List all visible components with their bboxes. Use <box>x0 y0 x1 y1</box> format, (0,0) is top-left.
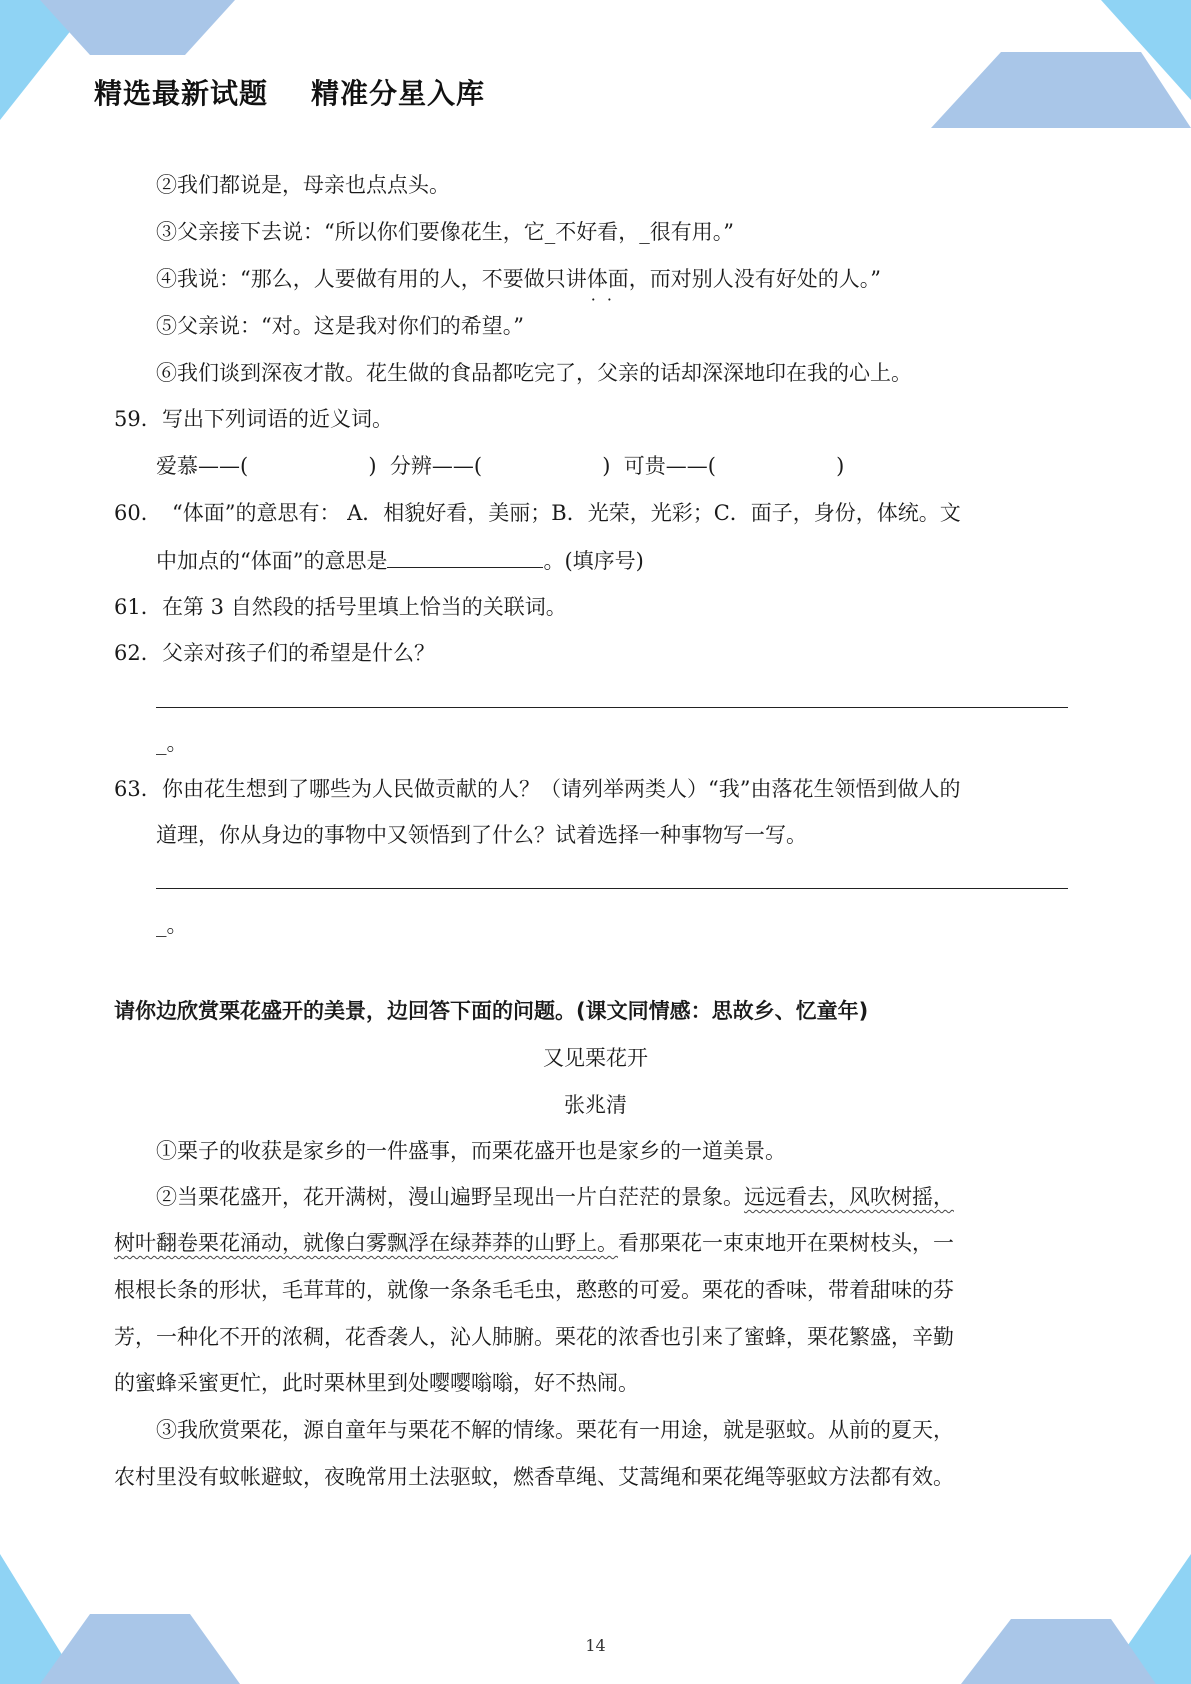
question-63-line2: 道理，你从身边的事物中又领悟到了什么？试着选择一种事物写一写。 <box>156 823 807 847</box>
article-title: 又见栗花开 <box>543 1046 648 1070</box>
answer-line[interactable] <box>156 888 1068 889</box>
p4-before: ④我说：“那么，人要做有用的人，不要做只讲 <box>156 267 587 291</box>
question-number: 61． <box>114 595 162 619</box>
answer-line-tail: _。 <box>156 731 188 755</box>
passage1-paragraph-3: ③父亲接下去说：“所以你们要像花生，它_不好看，_很有用。” <box>156 220 734 244</box>
article-author: 张兆清 <box>564 1093 627 1117</box>
corner-decoration-bottom-left <box>0 1544 250 1684</box>
p2-text: ②当栗花盛开，花开满树，漫山遍野呈现出一片白茫茫的景象。 <box>156 1185 744 1209</box>
article-paragraph-3-line1: ③我欣赏栗花，源自童年与栗花不解的情缘。栗花有一用途，就是驱蚊。从前的夏天， <box>156 1418 954 1442</box>
question-63-line1: 你由花生想到了哪些为人民做贡献的人？（请列举两类人）“我”由落花生领悟到做人的 <box>162 777 961 801</box>
passage1-paragraph-6: ⑥我们谈到深夜才散。花生做的食品都吃完了，父亲的话却深深地印在我的心上。 <box>156 361 912 385</box>
question-number: 60． <box>114 501 162 525</box>
article-paragraph-3-line2: 农村里没有蚊帐避蚊，夜晚常用土法驱蚊，燃香草绳、艾蒿绳和栗花绳等驱蚊方法都有效。 <box>114 1465 954 1489</box>
corner-decoration-top-right <box>931 0 1191 130</box>
p4-after: ，而对别人没有好处的人。” <box>628 267 881 291</box>
header-title: 精选最新试题 精准分星入库 <box>94 77 485 110</box>
wavy-underlined-text: 远远看去，风吹树摇， <box>744 1185 954 1209</box>
passage1-paragraph-2: ②我们都说是，母亲也点点头。 <box>156 173 450 197</box>
emphasized-word: 体面 · · <box>587 267 629 291</box>
wavy-underlined-text: 树叶翻卷栗花涌动，就像白雾飘浮在绿莽莽的山野上。 <box>114 1231 618 1255</box>
corner-decoration-bottom-right <box>931 1544 1191 1684</box>
question-59-text: 写出下列词语的近义词。 <box>162 407 393 431</box>
answer-line-tail: _。 <box>156 913 188 937</box>
question-61-text: 在第 3 自然段的括号里填上恰当的关联词。 <box>162 595 567 619</box>
question-number: 62． <box>114 641 162 665</box>
passage1-paragraph-5: ⑤父亲说：“对。这是我对你们的希望。” <box>156 314 524 338</box>
article-paragraph-2-line2 <box>114 1228 954 1258</box>
section-instruction: 请你边欣赏栗花盛开的美景，边回答下面的问题。(课文同情感：思故乡、忆童年) <box>114 999 869 1023</box>
question-60-line1: “体面”的意思有： A．相貌好看，美丽；B．光荣，光彩；C．面子，身份，体统。文 <box>172 501 961 525</box>
page-number: 14 <box>585 1636 606 1655</box>
q60-prompt: 中加点的“体面”的意思是 <box>156 549 388 573</box>
article-paragraph-2-line1 <box>156 1182 954 1212</box>
question-62-text: 父亲对孩子们的希望是什么？ <box>162 641 435 665</box>
passage1-paragraph-4 <box>156 264 881 294</box>
p2-text: 看那栗花一束束地开在栗树枝头，一 <box>618 1231 954 1255</box>
answer-blank[interactable] <box>387 545 543 568</box>
answer-line[interactable] <box>156 707 1068 708</box>
article-paragraph-2-line4: 芳，一种化不开的浓稠，花香袭人，沁人肺腑。栗花的浓香也引来了蜜蜂，栗花繁盛，辛勤 <box>114 1325 954 1349</box>
article-paragraph-2-line3: 根根长条的形状，毛茸茸的，就像一条条毛毛虫，憨憨的可爱。栗花的香味，带着甜味的芬 <box>114 1278 954 1302</box>
q60-suffix: 。(填序号) <box>543 549 644 573</box>
question-59-blanks: 爱慕——( ) 分辨——( ) 可贵——( ) <box>156 454 845 478</box>
question-number: 59． <box>114 407 162 431</box>
article-paragraph-1: ①栗子的收获是家乡的一件盛事，而栗花盛开也是家乡的一道美景。 <box>156 1139 786 1163</box>
question-60-line2 <box>156 545 644 576</box>
question-number: 63． <box>114 777 162 801</box>
article-paragraph-2-line5: 的蜜蜂采蜜更忙，此时栗林里到处嘤嘤嗡嗡，好不热闹。 <box>114 1371 639 1395</box>
